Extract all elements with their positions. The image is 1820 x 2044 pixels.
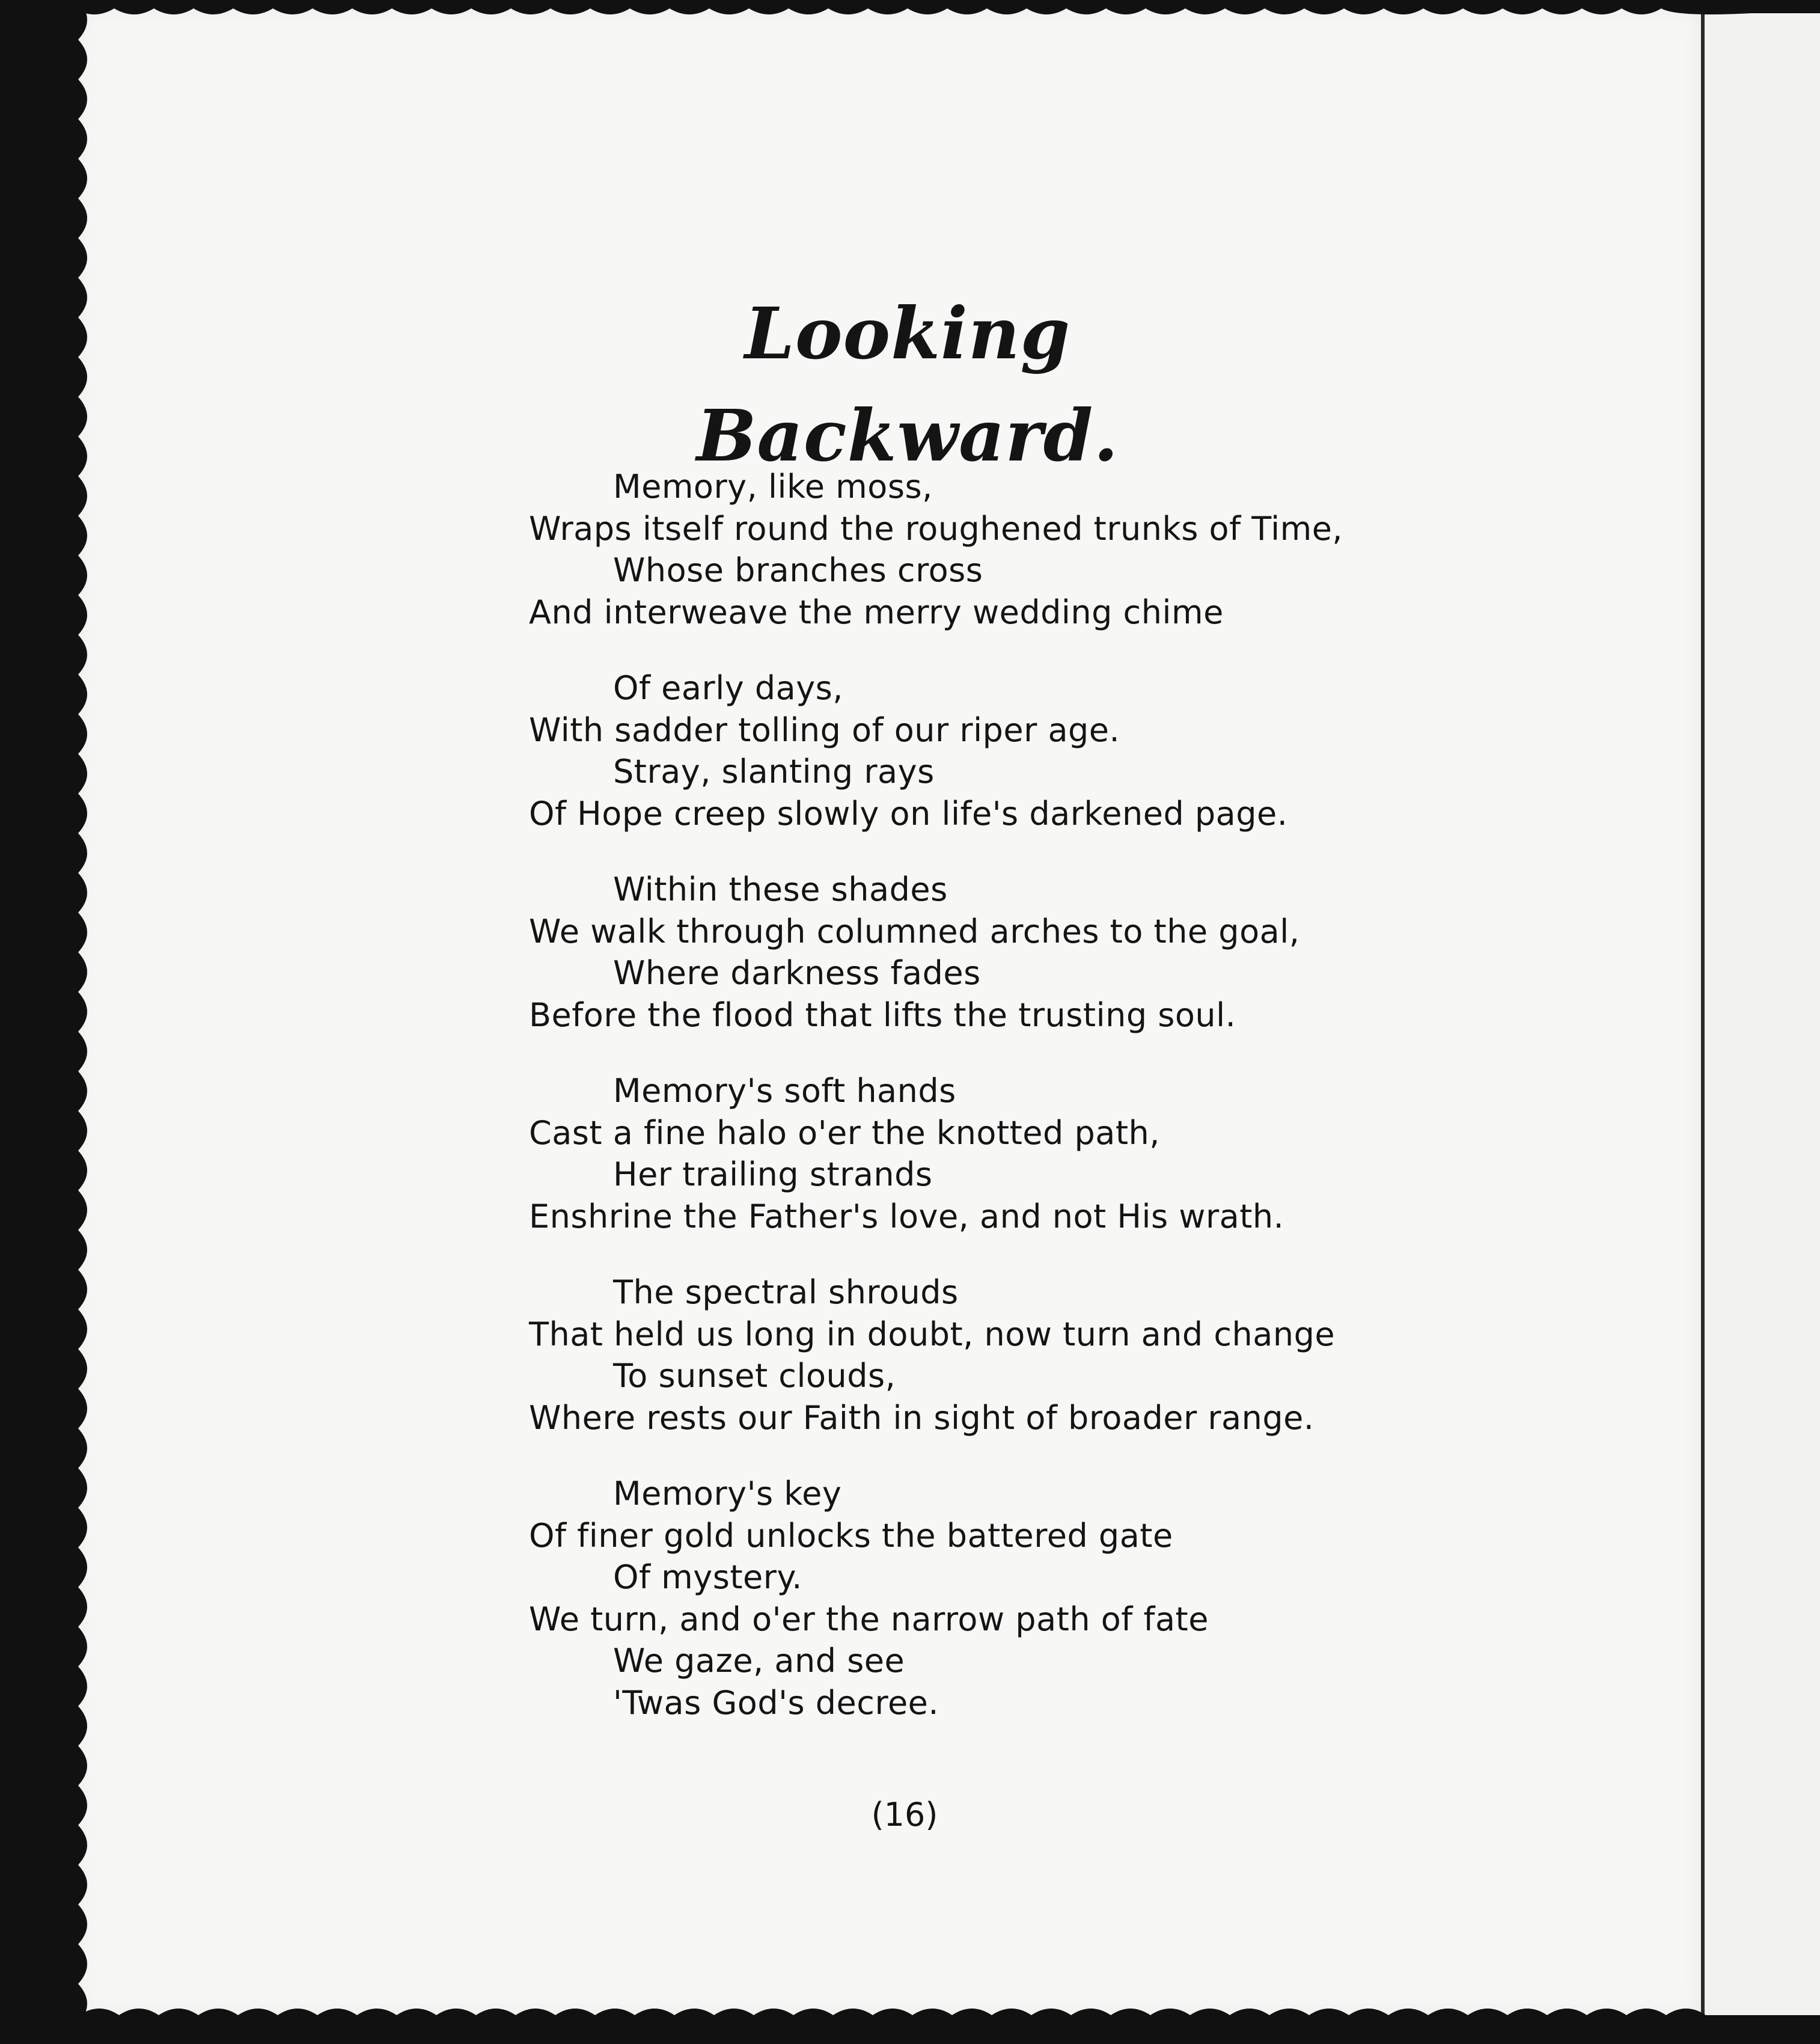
- poem-title: Looking Backward.: [696, 292, 1119, 477]
- poem-line: Of early days,: [613, 669, 843, 707]
- stanza: [529, 1271, 1431, 1439]
- poem-line: Memory's key: [613, 1475, 842, 1513]
- poem-line: Within these shades: [613, 871, 948, 908]
- poem-line: Memory, like moss,: [613, 468, 933, 506]
- adjacent-page-edge: [1701, 13, 1820, 2015]
- poem-line: Of mystery.: [613, 1558, 802, 1596]
- poem-line: Where darkness fades: [613, 954, 981, 992]
- poem-line: And interweave the merry wedding chime: [529, 593, 1224, 631]
- poem-line: Enshrine the Father's love, and not His wrath.: [529, 1197, 1284, 1235]
- poem-line: Of Hope creep slowly on life's darkened page.: [529, 794, 1288, 833]
- stanza: [529, 667, 1431, 834]
- poem-line: To sunset clouds,: [613, 1357, 896, 1395]
- poem-line: We turn, and o'er the narrow path of fate: [529, 1600, 1209, 1638]
- left-scalloped-edge: [0, 0, 87, 2044]
- poem-line: We walk through columned arches to the goal,: [529, 912, 1300, 950]
- poem-line: We gaze, and see: [613, 1642, 905, 1680]
- poem-line: Before the flood that lifts the trusting soul.: [529, 996, 1236, 1034]
- poem-line: Stray, slanting rays: [613, 753, 935, 791]
- poem-line: Her trailing strands: [613, 1155, 933, 1193]
- stanza: [529, 466, 1431, 633]
- poem-line: Of finer gold unlocks the battered gate: [529, 1516, 1173, 1555]
- poem-line: That held us long in doubt, now turn and change: [529, 1315, 1336, 1353]
- poem-line: Where rests our Faith in sight of broader range.: [529, 1398, 1315, 1437]
- poem-line: Whose branches cross: [613, 551, 983, 589]
- page-number: (16): [871, 1796, 938, 1834]
- stanza: [529, 1070, 1431, 1237]
- poem-line: With sadder tolling of our riper age.: [529, 711, 1120, 749]
- stanza: [529, 869, 1431, 1036]
- poem-line: The spectral shrouds: [613, 1273, 959, 1311]
- poem-line: Memory's soft hands: [613, 1072, 956, 1110]
- poem-line: Cast a fine halo o'er the knotted path,: [529, 1113, 1160, 1152]
- poem-line: 'Twas God's decree.: [613, 1683, 939, 1722]
- stanza: [529, 1473, 1431, 1724]
- poem-body: [529, 466, 1431, 1758]
- poem-line: Wraps itself round the roughened trunks of Time,: [529, 509, 1343, 548]
